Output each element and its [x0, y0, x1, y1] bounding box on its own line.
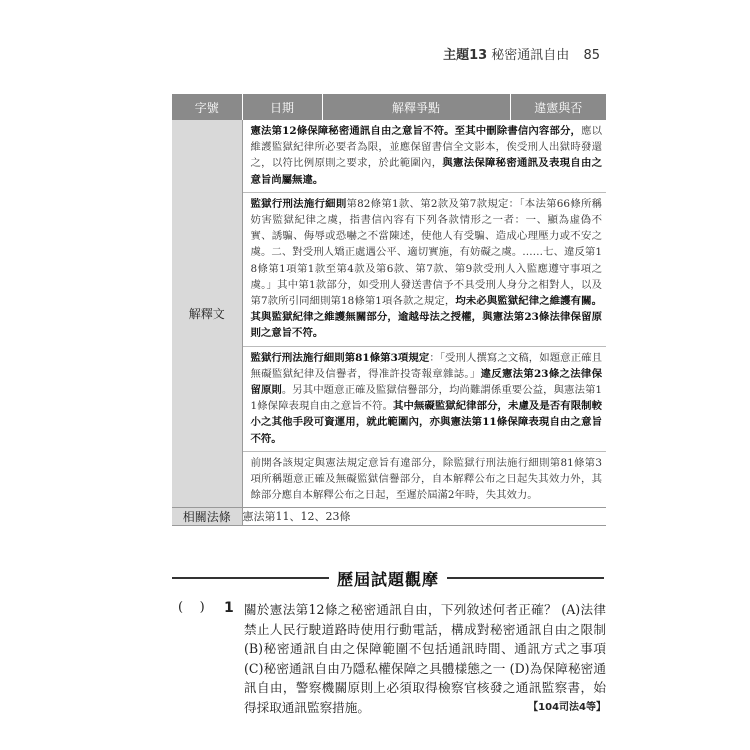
emphasized-text: 憲法第12條保障秘密通訊自由之意旨不符。至其中刪除書信內容部分， [250, 125, 582, 137]
interpretation-paragraph [243, 346, 607, 451]
emphasized-text: 監獄行刑法施行細則第81條第3項規定 [250, 351, 430, 364]
interpretation-row [172, 120, 606, 508]
emphasized-text: 違反憲法第23條之法律保留原則 [250, 367, 602, 397]
answer-blank: ( ) [178, 600, 205, 615]
emphasized-text: 監獄行刑法施行細則 [250, 197, 347, 210]
question-text: 關於憲法第12條之秘密通訊自由，下列敘述何者正確？ (A)法律禁止人民行駛道路時使用行動電話，構成對秘密通訊自由之限制 (B)秘密通訊自由之保障範圍不包括通訊時間、通訊方式之事項 (C)秘密通訊自由乃隱私權保障之具體樣態之一 (D)為保障秘密通訊自由，警察機關原則上必須取得檢察官核發之通訊監察書，始得採取通訊監察措施。 [244, 602, 606, 715]
emphasized-text: 與憲法保障秘密通訊及表現自由之意旨尚屬無違。 [250, 157, 602, 186]
question-body [244, 600, 606, 718]
interpretation-paragraph [243, 192, 607, 346]
running-header [443, 44, 600, 63]
col-header-number: 字號 [172, 94, 242, 120]
col-header-date: 日期 [242, 94, 322, 120]
heading-rule-right [447, 577, 604, 579]
interpretation-label: 解釋文 [172, 120, 242, 508]
emphasized-text: 其中無礙監獄紀律部分，未慮及是否有限制較小之其他手段可資運用，就此範圍內，亦與憲法第11條保障表現自由之意旨不符。 [250, 400, 602, 445]
paragraph-text: ：「受刑人撰寫之文稿，如題意正確且無礙監獄紀律及信譽者，得准許投寄報章雜誌。」 [250, 351, 602, 380]
col-header-issue: 解釋爭點 [322, 94, 510, 120]
page-number: 85 [583, 48, 600, 63]
interpretation-table [172, 94, 606, 526]
interpretation-paragraph [243, 451, 607, 508]
interpretation-paragraph [243, 120, 607, 192]
exam-question [172, 600, 608, 720]
table-header-row [172, 94, 606, 120]
emphasized-text: 均未必與監獄紀律之維護有關。其與監獄紀律之維護無關部分，逾越母法之授權，與憲法第23條法律保留原則之意旨不符。 [250, 295, 602, 340]
paragraph-text: 前開各該規定與憲法規定意旨有違部分，除監獄行刑法施行細則第81條第3項所稱題意正確及無礙監獄信譽部分，自本解釋公布之日起失其效力外，其餘部分應自本解釋公布之日起，至遲於屆滿2年時，失其效力。 [250, 456, 602, 502]
related-laws-value: 憲法第11、12、23條 [242, 508, 606, 526]
paragraph-text: 應以維護監獄紀律所必要者為限，並應保留書信全文影本，俟受刑人出獄時發還之，以符比例原則之要求，於此範圍內， [250, 125, 603, 170]
section-heading-text: 歷屆試題觀摩 [337, 569, 440, 589]
paragraph-text: 。另其中題意正確及監獄信譽部分，均尚難謂係重要公益，與憲法第11條保障表現自由之意旨不符。 [250, 384, 603, 413]
paragraph-text: 第82條第1款、第2款及第7款規定：「本法第66條所稱妨害監獄紀律之虞，指書信內容有下列各款情形之一者：一、顯為虛偽不實、誘騙、侮辱或恐嚇之不當陳述，使他人有受騙、造成心理壓力或不安之虞。二、對受刑人矯正處遇公平、適切實施，有妨礙之虞。……七、違反第18條第1項第1款至第4款及第6款、第7款、第9款受刑人入監應遵守事項之虞。」其中第1款部分，如受刑人發送書信予不具受刑人身分之相對人，以及第7款所引同細則第18條第1項各款之規定， [250, 197, 602, 308]
interpretation-content [242, 120, 606, 508]
related-laws-label: 相關法條 [172, 508, 242, 526]
related-laws-row [172, 508, 606, 526]
section-heading [172, 566, 604, 590]
col-header-verdict: 違憲與否 [510, 94, 606, 120]
question-number: 1 [224, 600, 234, 616]
topic-number: 主題13 [443, 48, 488, 63]
question-source: 【104司法4等】 [528, 701, 606, 713]
topic-title: 秘密通訊自由 [491, 48, 570, 63]
heading-rule-left [172, 577, 329, 579]
